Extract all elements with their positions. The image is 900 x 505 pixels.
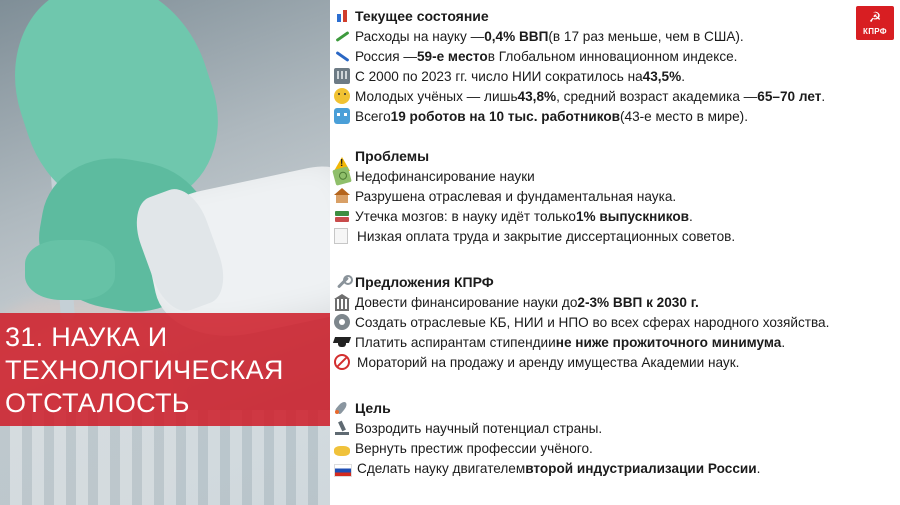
list-item: Расходы на науку — 0,4% ВВП (в 17 раз меньше, чем в США). <box>334 26 894 46</box>
microscope-icon <box>334 420 350 436</box>
face-icon <box>334 88 350 104</box>
list-item: Всего 19 роботов на 10 тыс. работников (43-е место в мире). <box>334 106 894 126</box>
list-item: Вернуть престиж профессии учёного. <box>334 438 894 458</box>
bank-icon <box>334 294 350 310</box>
list-item: Низкая оплата труда и закрытие диссертационных советов. <box>334 226 894 246</box>
list-item: Возродить научный потенциал страны. <box>334 418 894 438</box>
handshake-icon <box>334 446 350 456</box>
list-item: Платить аспирантам стипендии не ниже прожиточного минимума . <box>334 332 894 352</box>
slide-title: 31. НАУКА И ТЕХНОЛОГИЧЕСКАЯ ОТСТАЛОСТЬ <box>5 322 284 418</box>
wrench-icon <box>334 274 350 290</box>
bar-chart-icon <box>334 8 350 24</box>
rocket-icon <box>334 400 350 416</box>
house-icon <box>334 188 350 204</box>
hammer-sickle-icon: ☭ <box>868 9 882 25</box>
list-item: Сделать науку двигателем второй индустриализации России . <box>334 458 894 478</box>
gear-icon <box>334 314 350 330</box>
list-item: Недофинансирование науки <box>334 166 894 186</box>
list-item: Создать отраслевые КБ, НИИ и НПО во всех сферах народного хозяйства. <box>334 312 894 332</box>
title-band <box>0 313 330 426</box>
content-column <box>334 6 894 478</box>
list-item: Россия — 59-е место в Глобальном инновационном индексе. <box>334 46 894 66</box>
section-heading: Текущее состояние <box>355 8 489 24</box>
section-problems <box>334 146 894 246</box>
section-proposals <box>334 272 894 372</box>
list-item: Довести финансирование науки до 2-3% ВВП к 2030 г. <box>334 292 894 312</box>
section-heading: Проблемы <box>355 148 430 164</box>
list-item: Разрушена отраслевая и фундаментальная наука. <box>334 186 894 206</box>
lab-photo <box>0 0 330 505</box>
list-item: С 2000 по 2023 гг. число НИИ сократилось на 43,5% . <box>334 66 894 86</box>
section-current-state <box>334 6 894 126</box>
prohibited-icon <box>334 354 350 370</box>
section-heading: Предложения КПРФ <box>355 274 494 290</box>
section-goal <box>334 398 894 478</box>
section-heading: Цель <box>355 400 391 416</box>
page-icon <box>334 228 348 244</box>
graduation-cap-icon <box>334 334 350 350</box>
robot-icon <box>334 108 350 124</box>
list-item: Утечка мозгов: в науку идёт только 1% выпускников . <box>334 206 894 226</box>
books-icon <box>334 208 350 224</box>
chart-increasing-icon <box>334 28 350 44</box>
chart-decreasing-icon <box>334 48 350 64</box>
russia-flag-icon <box>334 464 352 477</box>
logo-text: КПРФ <box>863 27 887 36</box>
building-icon <box>334 68 350 84</box>
list-item: Молодых учёных — лишь 43,8% , средний возраст академика — 65–70 лет . <box>334 86 894 106</box>
list-item: Мораторий на продажу и аренду имущества Академии наук. <box>334 352 894 372</box>
